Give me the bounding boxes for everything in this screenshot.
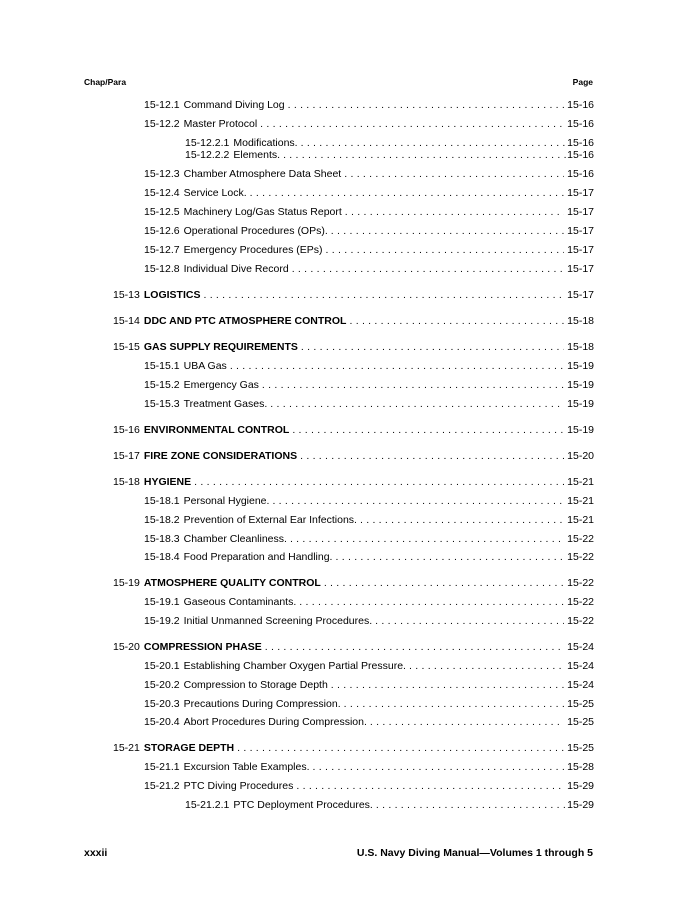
toc-entry-number: 15-19.2 [144, 615, 180, 627]
dot-leader [300, 450, 564, 463]
toc-entry [144, 615, 594, 628]
toc-entry-number: 15-12.5 [144, 206, 180, 218]
toc-entry [144, 99, 594, 112]
toc-entry-title: FIRE ZONE CONSIDERATIONS [143, 450, 298, 462]
dot-leader [301, 341, 564, 354]
dot-leader [349, 315, 564, 328]
toc-entry-page: 15-16 [567, 99, 594, 111]
toc-entry-number: 15-18 [113, 476, 140, 488]
toc-entry-page: 15-16 [567, 149, 594, 161]
toc-entry-page: 15-17 [567, 187, 594, 199]
toc-entry-title: Establishing Chamber Oxygen Partial Pressure. [183, 660, 406, 672]
dot-leader [370, 716, 564, 729]
dot-leader [262, 379, 564, 392]
dot-leader [344, 168, 564, 181]
toc-entry-page: 15-19 [567, 398, 594, 410]
dot-leader [230, 360, 564, 373]
toc-entry-number: 15-12.2.1 [185, 137, 230, 149]
dot-leader [375, 615, 564, 628]
page-number: xxxii [84, 847, 108, 859]
toc-entry-page: 15-19 [567, 379, 594, 391]
toc-entry-number: 15-20.3 [144, 698, 180, 710]
toc-entry-page: 15-25 [567, 742, 594, 754]
toc-entry-page: 15-16 [567, 168, 594, 180]
toc-entry-number: 15-20.1 [144, 660, 180, 672]
toc-entry [144, 244, 594, 257]
toc-entry-number: 15-21.1 [144, 761, 180, 773]
toc-entry-number: 15-18.4 [144, 551, 180, 563]
toc-entry-page: 15-18 [567, 315, 594, 327]
dot-leader [203, 289, 564, 302]
toc-entry-title: Compression to Storage Depth [183, 679, 328, 691]
toc-entry [144, 360, 594, 373]
toc-entry-page: 15-25 [567, 716, 594, 728]
toc-entry-page: 15-16 [567, 118, 594, 130]
toc-entry-number: 15-12.4 [144, 187, 180, 199]
toc-entry [144, 398, 594, 411]
toc-entry-title: Command Diving Log [183, 99, 285, 111]
dot-leader [283, 149, 567, 162]
toc-entry [144, 225, 594, 238]
toc-entry-title: Chamber Atmosphere Data Sheet [183, 168, 342, 180]
toc-entry-title: GAS SUPPLY REQUIREMENTS [143, 341, 298, 353]
column-header-chap-para: Chap/Para [84, 77, 127, 87]
dot-leader [299, 596, 564, 609]
toc-entry-title: Personal Hygiene. [183, 495, 270, 507]
toc-entry-title: Gaseous Contaminants. [183, 596, 297, 608]
toc-entry-title: PTC Diving Procedures [183, 780, 294, 792]
toc-entry-number: 15-17 [113, 450, 140, 462]
dot-leader [265, 641, 564, 654]
toc-entry-number: 15-18.2 [144, 514, 180, 526]
toc-entry-title: Treatment Gases. [183, 398, 268, 410]
toc-entry [113, 424, 594, 437]
dot-leader [272, 495, 564, 508]
toc-entry-title: Service Lock. [183, 187, 247, 199]
toc-entry-title: Modifications. [233, 137, 298, 149]
toc-entry-title: Abort Procedures During Compression. [183, 716, 367, 728]
toc-entry-number: 15-15 [113, 341, 140, 353]
toc-entry [144, 379, 594, 392]
column-header-page: Page [572, 77, 593, 87]
toc-entry-page: 15-19 [567, 360, 594, 372]
toc-entry-number: 15-19.1 [144, 596, 180, 608]
document-title-footer: U.S. Navy Diving Manual—Volumes 1 through 5 [356, 847, 593, 859]
toc-entry-title: Initial Unmanned Screening Procedures. [183, 615, 373, 627]
toc-entry-page: 15-28 [567, 761, 594, 773]
toc-entry-number: 15-21 [113, 742, 140, 754]
toc-entry [144, 551, 594, 564]
toc-entry [144, 118, 594, 131]
dot-leader [237, 742, 564, 755]
toc-entry-page: 15-24 [567, 641, 594, 653]
toc-entry-title: Emergency Procedures (EPs) [183, 244, 323, 256]
toc-entry-page: 15-17 [567, 225, 594, 237]
toc-entry-number: 15-12.2 [144, 118, 180, 130]
toc-entry-number: 15-21.2.1 [185, 799, 230, 811]
toc-entry-number: 15-15.2 [144, 379, 180, 391]
toc-entry-title: Chamber Cleanliness. [183, 533, 287, 545]
toc-entry [144, 514, 594, 527]
toc-entry-title: COMPRESSION PHASE [143, 641, 262, 653]
toc-entry [113, 641, 594, 654]
toc-entry [144, 533, 594, 546]
toc-entry-page: 15-17 [567, 244, 594, 256]
toc-entry [113, 289, 594, 302]
toc-entry-page: 15-29 [567, 780, 594, 792]
toc-entry [144, 761, 594, 774]
toc-entry [113, 450, 594, 463]
toc-entry-title: LOGISTICS [143, 289, 201, 301]
dot-leader [360, 514, 564, 527]
toc-entry-title: DDC AND PTC ATMOSPHERE CONTROL [143, 315, 347, 327]
toc-entry-title: Emergency Gas [183, 379, 259, 391]
toc-entry-page: 15-25 [567, 698, 594, 710]
toc-entry-page: 15-18 [567, 341, 594, 353]
toc-entry-title: Prevention of External Ear Infections. [183, 514, 357, 526]
dot-leader [324, 577, 564, 590]
toc-entry-title: Precautions During Compression. [183, 698, 341, 710]
dot-leader [331, 679, 564, 692]
toc-entry [113, 577, 594, 590]
toc-entry [144, 596, 594, 609]
toc-entry-page: 15-20 [567, 450, 594, 462]
toc-entry [113, 476, 594, 489]
toc-entry-title: STORAGE DEPTH [143, 742, 235, 754]
toc-entry-title: ENVIRONMENTAL CONTROL [143, 424, 290, 436]
toc-entry-number: 15-21.2 [144, 780, 180, 792]
toc-entry-number: 15-18.1 [144, 495, 180, 507]
toc-entry-page: 15-24 [567, 679, 594, 691]
dot-leader [260, 118, 564, 131]
dot-leader [288, 99, 565, 112]
toc-entry-page: 15-24 [567, 660, 594, 672]
dot-leader [250, 187, 564, 200]
toc-entry-number: 15-12.7 [144, 244, 180, 256]
toc-entry [144, 716, 594, 729]
toc-entry [144, 206, 594, 219]
toc-entry-title: HYGIENE [143, 476, 192, 488]
toc-entry-page: 15-29 [567, 799, 594, 811]
toc-entry-number: 15-12.6 [144, 225, 180, 237]
toc-entry-title: UBA Gas [183, 360, 227, 372]
toc-entry [144, 187, 594, 200]
toc-entry-title: Operational Procedures (OPs). [183, 225, 328, 237]
toc-entry [185, 149, 594, 162]
dot-leader [344, 698, 565, 711]
toc-entry [113, 742, 594, 755]
toc-entry-number: 15-12.2.2 [185, 149, 230, 161]
toc-entry-page: 15-22 [567, 615, 594, 627]
toc-entry-number: 15-12.3 [144, 168, 180, 180]
toc-entry-number: 15-20 [113, 641, 140, 653]
toc-entry-page: 15-22 [567, 577, 594, 589]
toc-entry-page: 15-21 [567, 476, 594, 488]
toc-entry [144, 263, 594, 276]
dot-leader [290, 533, 564, 546]
toc-entry-number: 15-19 [113, 577, 140, 589]
toc-entry-page: 15-17 [567, 289, 594, 301]
toc-entry-title: Food Preparation and Handling. [183, 551, 333, 563]
dot-leader [409, 660, 564, 673]
toc-entry [144, 168, 594, 181]
toc-entry-number: 15-20.4 [144, 716, 180, 728]
toc-entry-page: 15-21 [567, 514, 594, 526]
toc-entry-title: Individual Dive Record [183, 263, 289, 275]
toc-entry-number: 15-18.3 [144, 533, 180, 545]
toc-entry [144, 679, 594, 692]
toc-entry-page: 15-17 [567, 263, 594, 275]
toc-entry-title: Excursion Table Examples. [183, 761, 310, 773]
toc-entry [144, 495, 594, 508]
toc-entry-page: 15-22 [567, 596, 594, 608]
dot-leader [326, 244, 565, 257]
toc-entry-title: Elements. [233, 149, 281, 161]
toc-entry-number: 15-12.8 [144, 263, 180, 275]
dot-leader [270, 398, 564, 411]
dot-leader [313, 761, 565, 774]
dot-leader [331, 225, 564, 238]
toc-entry-page: 15-22 [567, 551, 594, 563]
toc-entry-page: 15-16 [567, 137, 594, 149]
dot-leader [376, 799, 567, 812]
dot-leader [292, 263, 564, 276]
toc-entry-title: ATMOSPHERE QUALITY CONTROL [143, 577, 321, 589]
toc-entry [144, 660, 594, 673]
toc-entry-title: Machinery Log/Gas Status Report [183, 206, 342, 218]
toc-entry [144, 780, 594, 793]
toc-entry-page: 15-19 [567, 424, 594, 436]
dot-leader [335, 551, 564, 564]
toc-entry [144, 698, 594, 711]
toc-entry-number: 15-12.1 [144, 99, 180, 111]
toc-entry-title: PTC Deployment Procedures. [233, 799, 373, 811]
toc-entry-page: 15-21 [567, 495, 594, 507]
toc-entry-number: 15-20.2 [144, 679, 180, 691]
toc-entry-number: 15-14 [113, 315, 140, 327]
toc-entry-page: 15-17 [567, 206, 594, 218]
toc-entry [113, 341, 594, 354]
toc-entry-number: 15-13 [113, 289, 140, 301]
toc-entry-number: 15-15.3 [144, 398, 180, 410]
dot-leader [345, 206, 564, 219]
toc-entry-page: 15-22 [567, 533, 594, 545]
toc-entry [113, 315, 594, 328]
dot-leader [292, 424, 564, 437]
dot-leader [296, 780, 564, 793]
dot-leader [194, 476, 564, 489]
toc-entry-title: Master Protocol [183, 118, 258, 130]
toc-entry-number: 15-15.1 [144, 360, 180, 372]
toc-entry-number: 15-16 [113, 424, 140, 436]
toc-entry [185, 799, 594, 812]
